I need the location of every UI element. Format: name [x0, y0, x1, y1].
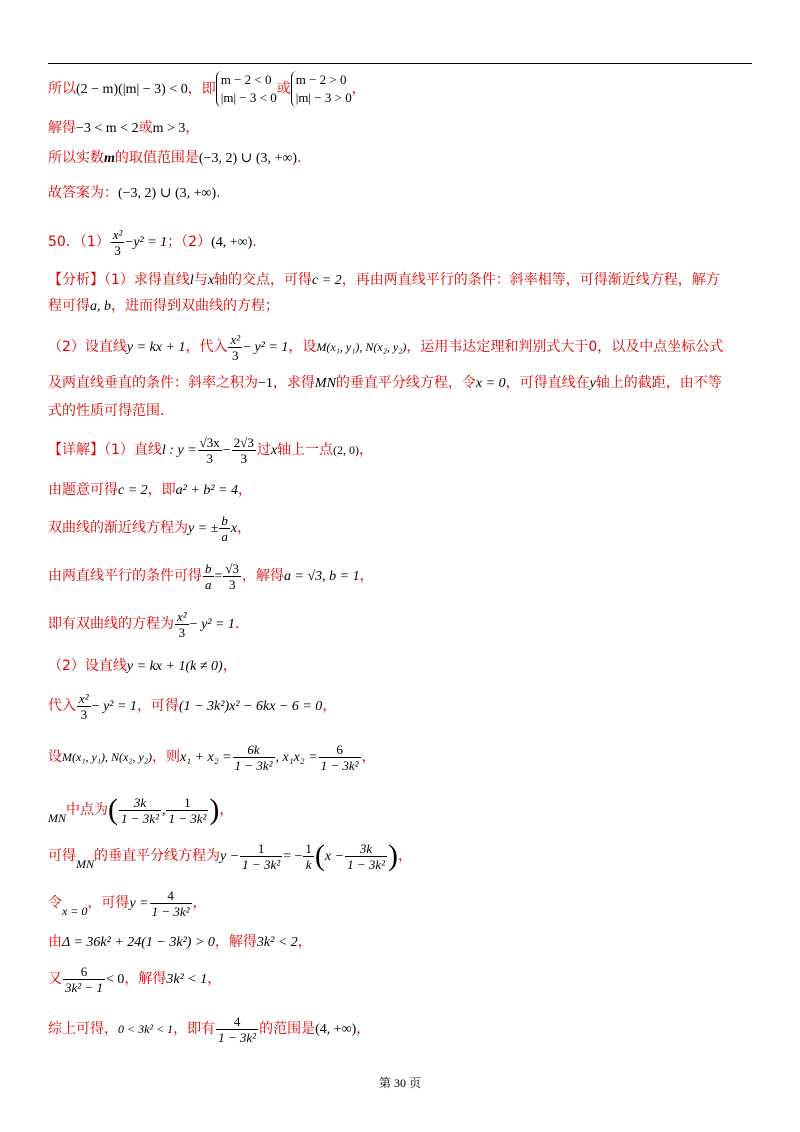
detail-line-13: 又 $\frac{6}{\text{3k² − 1}}$ < 0，解得3k² < 1，: [48, 963, 222, 995]
detail-line-1: 【详解】（1）直线l : y = $\frac{√3x}{3}$ − $\frac{2√3}{3}$ 过x轴上一点(2, 0)，: [48, 434, 374, 466]
analysis-line-1: 【分析】（1）求得直线l与x轴的交点，可得c = 2，再由两直线平行的条件：斜率相等，可得渐近线方程，解方: [48, 272, 720, 288]
detail-line-6: （2）设直线y = kx + 1(k ≠ 0)，: [48, 658, 237, 674]
line-1: 所以(2 − m)(|m| − 3) < 0，即 m − 2 < 0 |m| − 3 < 0 或 m − 2 > 0 |m| − 3 > 0 ，: [48, 72, 366, 105]
line-3: 所以实数m的取值范围是(−3, 2) ∪ (3, +∞).: [48, 150, 302, 166]
analysis-line-3: （2）设直线y = kx + 1，代入 $\frac{\text{x²}}{3}$ − y² = 1，设M(x₁, y₁), N(x₂, y₂)，运用韦达定理和判别式大于0，以及中点坐标公式: [48, 331, 724, 363]
text: ，即: [187, 81, 216, 97]
analysis-line-2: 程可得a, b，进而得到双曲线的方程；: [48, 298, 279, 314]
page-number: 第 30 页: [378, 1076, 421, 1090]
detail-line-14: 综上可得，0 < 3k² < 1，即有 $\frac{4}{\text{1 − 3k²}}$ 的范围是(4, +∞)，: [48, 1013, 371, 1045]
analysis-line-4: 及两直线垂直的条件：斜率之积为−1，求得MN的垂直平分线方程，令x = 0，可得直线在y轴上的截距，由不等: [48, 375, 722, 391]
text: 所以: [48, 81, 76, 97]
detail-line-12: 由Δ = 36k² + 24(1 − 3k²) > 0，解得3k² < 2，: [48, 934, 312, 950]
question-50: 50．（1） $\frac{\text{x²}}{3}$ −y² = 1；（2）(4, +∞).: [48, 226, 257, 258]
line-2: 解得−3 < m < 2或m > 3，: [48, 120, 200, 136]
detail-line-5: 即有双曲线的方程为 $\frac{\text{x²}}{3}$ − y² = 1.: [48, 608, 240, 640]
detail-line-7: 代入 $\frac{\text{x²}}{3}$ − y² = 1，可得(1 − 3k²)x² − 6kx − 6 = 0，: [48, 690, 337, 722]
detail-line-2: 由题意可得c = 2，即a² + b² = 4，: [48, 482, 252, 498]
system-2: m − 2 > 0 |m| − 3 > 0: [291, 71, 352, 107]
line-4: 故答案为：(−3, 2) ∪ (3, +∞).: [48, 185, 221, 201]
detail-line-10: 可得MN的垂直平分线方程为y − $\frac{1}{\text{1 − 3k²}}$ = − $\frac{1}{k}$ (x − $\frac{3k}{\text{1 − 3k²}}$ )，: [48, 839, 413, 872]
math: (2 − m)(|m| − 3) < 0: [76, 82, 188, 97]
analysis-line-5: 式的性质可得范围.: [48, 403, 165, 419]
text: 或: [276, 81, 291, 97]
detail-line-4: 由两直线平行的条件可得 $\frac{b}{a}$ = $\frac{√3}{3}$ ，解得a = √3, b = 1，: [48, 560, 374, 592]
detail-line-3: 双曲线的渐近线方程为y = ± $\frac{b}{a}$ x，: [48, 512, 252, 544]
detail-line-8: 设M(x₁, y₁), N(x₂, y₂)，则x₁ + x₂ = $\frac{6k}{\text{1 − 3k²}}$ , x₁x₂ = $\frac{6}{\text{1 − 3k²}}$ ，: [48, 741, 376, 773]
header-rule: [48, 63, 752, 64]
system-1: m − 2 < 0 |m| − 3 < 0: [216, 71, 277, 107]
detail-line-11: 令x = 0，可得y = $\frac{4}{\text{1 − 3k²}}$ ，: [48, 887, 207, 919]
detail-line-9: MN中点为( $\frac{3k}{\text{1 − 3k²}}$ , $\frac{1}{\text{1 − 3k²}}$ )，: [48, 793, 234, 826]
